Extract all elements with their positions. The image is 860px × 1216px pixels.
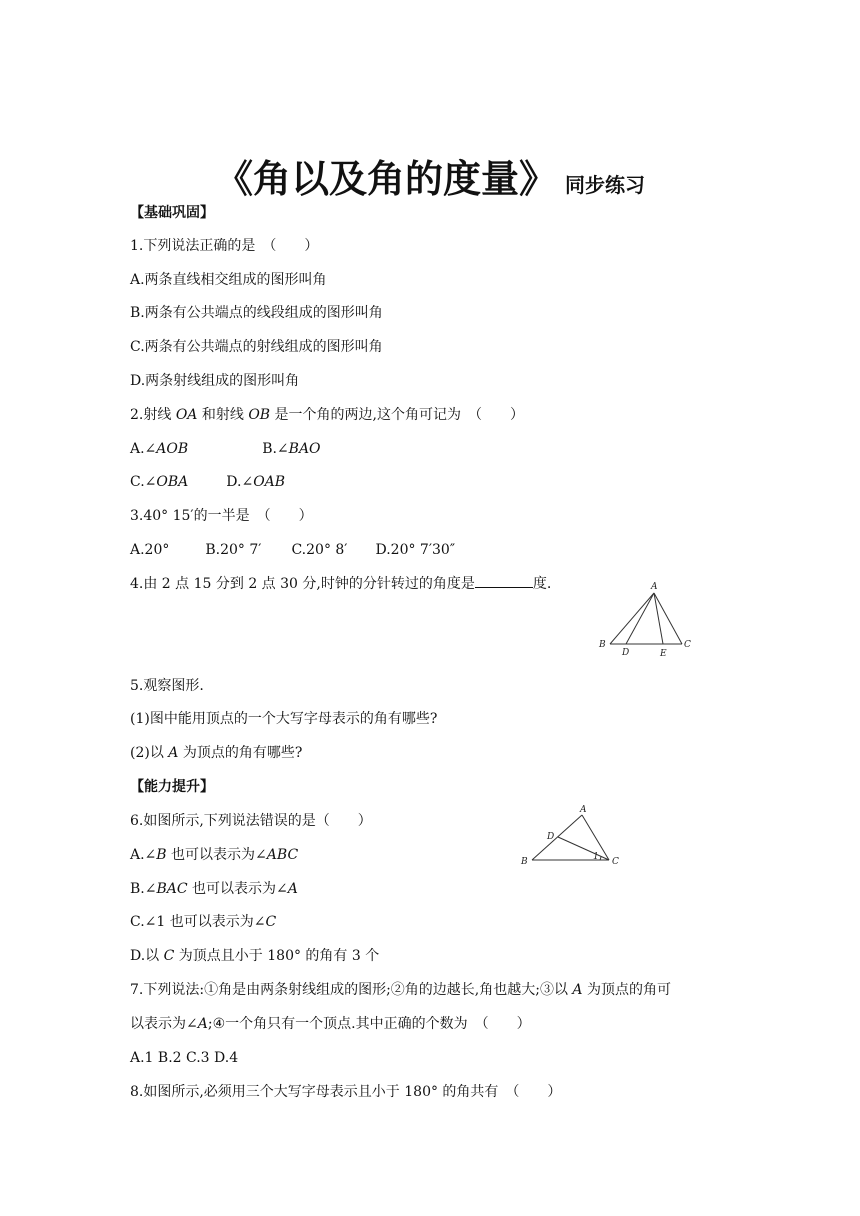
q2-options-ab: A.∠AOB B.∠BAO — [130, 441, 321, 457]
title-main: 《角以及角的度量》 — [214, 157, 557, 201]
q2-stem: 2.射线 OA 和射线 OB 是一个角的两边,这个角可记为 （ ） — [130, 407, 524, 423]
fig1-label-e: E — [660, 649, 667, 658]
q2-options-cd: C.∠OBA D.∠OAB — [130, 474, 286, 490]
q6-option-d: D.以 C 为顶点且小于 180° 的角有 3 个 — [130, 948, 380, 964]
q6-option-b: B.∠BAC 也可以表示为∠A — [130, 881, 298, 897]
title-sub: 同步练习 — [565, 173, 645, 197]
answer-blank — [475, 575, 533, 588]
q7-options: A.1 B.2 C.3 D.4 — [130, 1050, 239, 1066]
q3-stem: 3.40° 15′的一半是 （ ） — [130, 508, 313, 524]
fig2-label-1: 1 — [593, 852, 599, 862]
q7-stem-line2: 以表示为∠A;④一个角只有一个顶点.其中正确的个数为 （ ） — [130, 1016, 531, 1032]
q8-stem: 8.如图所示,必须用三个大写字母表示且小于 180° 的角共有 （ ） — [130, 1084, 562, 1100]
q1-option-d: D.两条射线组成的图形叫角 — [130, 373, 300, 389]
q5-stem: 5.观察图形. — [130, 678, 204, 694]
figure-triangle-abc-de — [592, 580, 696, 658]
q1-option-c: C.两条有公共端点的射线组成的图形叫角 — [130, 339, 383, 355]
q6-option-a: A.∠B 也可以表示为∠ABC — [130, 847, 299, 863]
fig1-label-a: A — [651, 582, 658, 592]
fig1-label-d: D — [622, 648, 630, 658]
q7-stem-line1: 7.下列说法:①角是由两条射线组成的图形;②角的边越长,角也越大;③以 A 为顶点的角可 — [130, 982, 671, 998]
section-advanced: 【能力提升】 — [130, 779, 214, 795]
fig2-label-c: C — [612, 857, 619, 867]
q1-option-b: B.两条有公共端点的线段组成的图形叫角 — [130, 305, 383, 321]
q5-part1: (1)图中能用顶点的一个大写字母表示的角有哪些? — [130, 711, 438, 727]
q6-option-c: C.∠1 也可以表示为∠C — [130, 914, 277, 930]
q1-option-a: A.两条直线相交组成的图形叫角 — [130, 272, 327, 288]
fig1-label-b: B — [599, 640, 606, 650]
figure-triangle-abc-d — [516, 802, 628, 868]
page-title — [0, 148, 860, 203]
section-basic: 【基础巩固】 — [130, 205, 214, 221]
q6-stem: 6.如图所示,下列说法错误的是（ ） — [130, 813, 372, 829]
fig2-label-d: D — [547, 832, 555, 842]
fig2-label-b: B — [521, 857, 528, 867]
q4-stem: 4.由 2 点 15 分到 2 点 30 分,时钟的分针转过的角度是 度. — [130, 576, 552, 592]
fig1-label-c: C — [684, 640, 691, 650]
q1-stem: 1.下列说法正确的是 （ ） — [130, 238, 319, 254]
q3-options: A.20° B.20° 7′ C.20° 8′ D.20° 7′30″ — [130, 542, 456, 558]
q5-part2: (2)以 A 为顶点的角有哪些? — [130, 745, 303, 761]
fig2-label-a: A — [580, 805, 587, 815]
